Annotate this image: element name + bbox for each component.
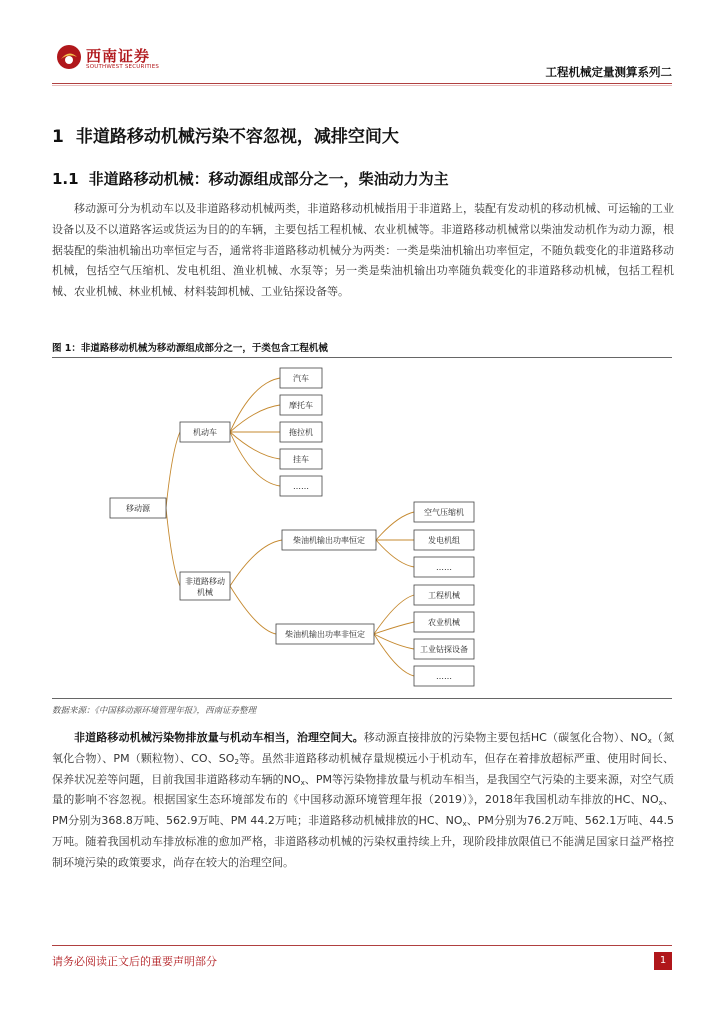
svg-text:柴油机输出功率非恒定: 柴油机输出功率非恒定	[285, 630, 365, 639]
paragraph-2-text-b: （氮氧化合物）、PM（颗粒物）、CO、SO	[52, 731, 675, 765]
node-variable-more	[414, 666, 474, 686]
svg-text:汽车: 汽车	[293, 374, 309, 383]
svg-text:移动源: 移动源	[126, 504, 150, 513]
paragraph-2	[52, 728, 674, 874]
svg-text:……: ……	[436, 563, 452, 572]
subscript-x-3: x	[658, 799, 663, 808]
section-1-title: 非道路移动机械污染不容忽视，减排空间大	[75, 127, 399, 147]
figure-bottom-rule	[52, 698, 672, 699]
section-1-number: 1	[52, 127, 64, 147]
node-constant-more	[414, 557, 474, 577]
series-title: 工程机械定量测算系列二	[545, 65, 672, 79]
edge-variable-agri	[374, 622, 414, 634]
node-agri	[414, 612, 474, 632]
footer-divider	[52, 945, 672, 946]
node-variable-power	[276, 624, 374, 644]
node-drill	[414, 639, 474, 659]
edge-nonroad-constant	[230, 540, 282, 586]
logo-text-en: SOUTHWEST SECURITIES	[86, 64, 160, 70]
figure-source: 数据来源：《中国移动源环境管理年报》，西南证券整理	[52, 706, 257, 716]
svg-text:拖拉机: 拖拉机	[289, 428, 313, 437]
svg-text:非道路移动: 非道路移动	[185, 577, 225, 586]
svg-text:空气压缩机: 空气压缩机	[424, 508, 464, 517]
header-divider-secondary	[52, 85, 672, 86]
edge-variable-engineering	[374, 595, 414, 634]
svg-text:工业钻探设备: 工业钻探设备	[420, 645, 468, 654]
svg-text:……: ……	[436, 672, 452, 681]
figure-title: 图 1：非道路移动机械为移动源组成部分之一，于类包含工程机械	[52, 343, 328, 354]
node-truck	[280, 449, 322, 469]
node-motor	[180, 422, 230, 442]
edge-constant-more	[376, 540, 414, 567]
paragraph-2-lead: 非道路移动机械污染物排放量与机动车相当，治理空间大。	[74, 731, 364, 744]
section-1-1-number: 1.1	[52, 170, 79, 188]
svg-text:……: ……	[293, 482, 309, 491]
subscript-x-1: x	[647, 737, 652, 745]
svg-text:工程机械: 工程机械	[428, 591, 460, 600]
header-divider	[52, 83, 672, 84]
svg-text:机动车: 机动车	[193, 428, 217, 437]
paragraph-2-text-d: 、PM等污染物排放量与机动车相当，是我国空气污染的主要来源，对空气质量的影响不容忽视。根据国家生态环境部发布的《中国移动源环境管理年报（2019）》，2018年我国机动车排放的HC、NO	[52, 772, 675, 807]
svg-text:柴油机输出功率恒定: 柴油机输出功率恒定	[293, 536, 365, 545]
svg-text:发电机组: 发电机组	[428, 536, 460, 545]
node-engineering	[414, 585, 474, 605]
tree-diagram	[52, 358, 672, 696]
edge-motor-car	[230, 378, 280, 432]
svg-text:挂车: 挂车	[293, 455, 309, 464]
svg-text:农业机械: 农业机械	[428, 618, 460, 627]
edge-nonroad-variable	[230, 586, 276, 634]
node-compressor	[414, 502, 474, 522]
edge-root-nonroad	[166, 508, 180, 586]
paragraph-2-text-f: 、PM分别为76.2万吨、562.1万吨、44.5万吨。随着我国机动车排放标准的愈加严格，非道路移动机械的污染权重持续上升，现阶段排放限值已不能满足国家日益严格控制环境污染的政策要求，尚存在较大的治理空间。	[52, 814, 674, 869]
section-1-heading	[52, 122, 399, 147]
section-1-1-heading	[52, 168, 449, 189]
node-nonroad	[180, 572, 230, 600]
svg-text:摩托车: 摩托车	[289, 401, 313, 410]
svg-text:机械: 机械	[197, 588, 213, 597]
edge-motor-truck	[230, 432, 280, 459]
logo-icon	[56, 44, 82, 70]
subscript-2: 2	[234, 757, 239, 766]
footer-notice: 请务必阅读正文后的重要声明部分	[52, 955, 217, 968]
node-motorcycle	[280, 395, 322, 415]
edge-variable-drill	[374, 634, 414, 649]
node-constant-power	[282, 530, 376, 550]
edge-constant-compressor	[376, 512, 414, 540]
edge-motor-motorcycle	[230, 405, 280, 432]
edge-motor-more	[230, 432, 280, 486]
subscript-x-2: x	[300, 778, 305, 787]
node-tractor	[280, 422, 322, 442]
node-motor-more	[280, 476, 322, 496]
logo-text-cn: 西南证券	[86, 47, 151, 65]
paragraph-2-text-e: 、PM分别为368.8万吨、562.9万吨、PM 44.2万吨；非道路移动机械排放的HC、NO	[52, 793, 675, 828]
node-car	[280, 368, 322, 388]
page-number: 1	[654, 952, 672, 970]
paragraph-1: 移动源可分为机动车以及非道路移动机械两类，非道路移动机械指用于非道路上，装配有发动机的移动机械、可运输的工业设备以及不以道路客运或货运为目的的车辆，主要包括工程机械、农业机械等。非道路移动机械常以柴油发动机作为动力源，根据装配的柴油机输出功率恒定与否，通常将非道路移动机械分为两类：一类是柴油机输出功率恒定，不随负载变化的非道路移动机械，包括空气压缩机、发电机组、渔业机械、水泵等；另一类是柴油机输出功率随负载变化的非道路移动机械，包括工程机械、农业机械、林业机械、材料装卸机械、工业钻探设备等。	[52, 202, 674, 299]
paragraph-2-text-a: 移动源直接排放的污染物主要包括HC（碳氢化合物）、NO	[363, 731, 648, 744]
subscript-x-4: x	[462, 820, 467, 829]
edge-variable-more	[374, 634, 414, 676]
node-root	[110, 498, 166, 518]
section-1-1-title: 非道路移动机械：移动源组成部分之一，柴油动力为主	[88, 170, 449, 188]
paragraph-2-text-c: 等。虽然非道路移动机械存量规模远小于机动车，但存在着排放超标严重、使用时间长、保养状况差等问题，目前我国非道路移动车辆的NO	[52, 751, 675, 786]
node-generator	[414, 530, 474, 550]
edge-root-motor	[166, 432, 180, 508]
